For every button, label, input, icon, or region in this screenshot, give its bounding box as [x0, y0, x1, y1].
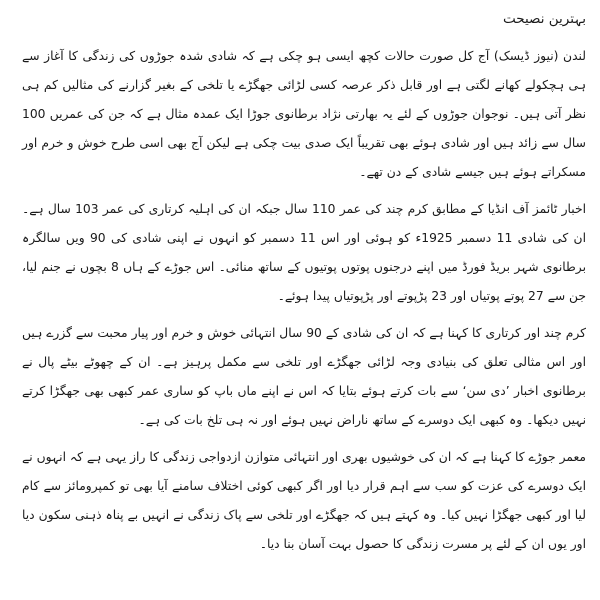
article-paragraph-1: لندن (نیوز ڈیسک) آج کل صورت حالات کچھ ایسی ہو چکی ہے کہ شادی شدہ جوڑوں کی زندگی کا آغاز سے ہی ہچکولے کھانے لگتی ہے اور قابل ذکر عرصہ کسی لڑائی جھگڑے یا تلخی کے بغیر گزارنے کی مثالیں کم ہی نظر آتی ہیں۔ نوجوان جوڑوں کے لئے یہ بھارتی نژاد برطانوی جوڑا ایک عمدہ مثال ہے کہ جن کی عمریں 100 سال سے زائد ہیں اور شادی ہوئے بھی تقریباً ایک صدی بیت چکی ہے لیکن آج بھی اسی طرح خوش و خرم اور مسکراتے ہوئے ہیں جیسے شادی کے دن تھے۔ — [22, 49, 586, 179]
article-paragraph-3: کرم چند اور کرتاری کا کہنا ہے کہ ان کی شادی کے 90 سال انتہائی خوش و خرم اور پیار محبت سے گزرے ہیں اور اس مثالی تعلق کی بنیادی وجہ لڑائی جھگڑے اور تلخی سے مکمل پرہیز ہے۔ ان کے چھوٹے بیٹے پال نے برطانوی اخبار ’دی سن‘ سے بات کرتے ہوئے بتایا کہ اس نے اپنے ماں باپ کو ساری عمر کبھی بھی جھگڑا کرتے نہیں دیکھا۔ وہ کبھی ایک دوسرے کے ساتھ ناراض نہیں ہوئے اور نہ ہی تلخ بات کی ہے۔ — [22, 326, 586, 427]
article-paragraph-4: معمر جوڑے کا کہنا ہے کہ ان کی خوشیوں بھری اور انتہائی متوازن ازدواجی زندگی کا راز یہی ہے کہ انہوں نے ایک دوسرے کی عزت کو سب سے اہم قرار دیا اور اگر کبھی کوئی اختلاف سامنے آیا بھی تو کمپرومائز سے کام لیا اور کبھی جھگڑا نہیں کیا۔ وہ کہتے ہیں کہ جھگڑے اور تلخی سے پاک زندگی نے انہیں بے پناہ ذہنی سکون دیا اور یوں ان کے لئے پر مسرت زندگی کا حصول بہت آسان بنا دیا۔ — [22, 450, 586, 551]
article-title: بہترین نصیحت — [502, 11, 586, 27]
article-paragraph-2: اخبار ٹائمز آف انڈیا کے مطابق کرم چند کی عمر 110 سال جبکہ ان کی اہلیہ کرتاری کی عمر 103 سال ہے۔ ان کی شادی 11 دسمبر 1925ء کو ہوئی اور اس 11 دسمبر کو انہوں نے اپنی شادی کی 90 ویں سالگرہ برطانوی شہر بریڈ فورڈ میں اپنے درجنوں پوتوں پوتیوں کے ساتھ منائی۔ اس جوڑے کے ہاں 8 بچوں نے جنم لیا، جن سے 27 پوتے پوتیاں اور 23 پڑپوتے اور پڑپوتیاں پیدا ہوئے۔ — [22, 202, 587, 303]
